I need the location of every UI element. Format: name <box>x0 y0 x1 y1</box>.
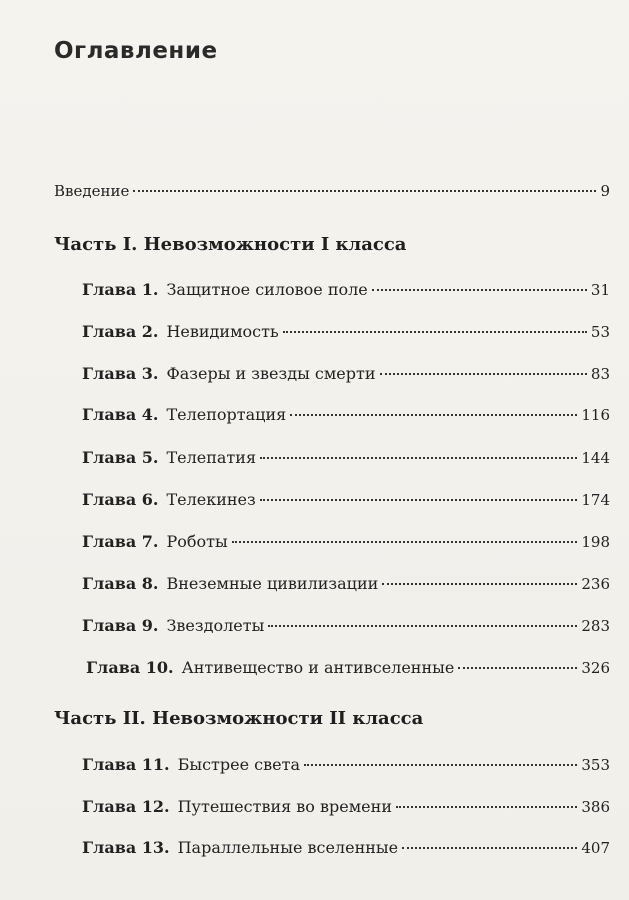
chapter-title: Звездолеты <box>166 616 265 635</box>
chapter-number: Глава 13. <box>82 838 170 857</box>
dot-leader <box>268 625 577 627</box>
toc-entry-chapter[interactable] <box>82 490 610 509</box>
dot-leader <box>304 764 577 766</box>
chapter-page: 31 <box>590 281 610 299</box>
chapter-number: Глава 8. <box>82 574 159 593</box>
toc-entry-page: 9 <box>600 182 610 200</box>
chapter-page: 283 <box>581 617 610 635</box>
dot-leader <box>133 190 596 192</box>
chapter-number: Глава 3. <box>82 364 159 383</box>
chapter-number: Глава 10. <box>86 658 174 677</box>
chapter-page: 236 <box>581 575 610 593</box>
toc-entry-chapter[interactable] <box>82 838 610 857</box>
dot-leader <box>380 373 587 375</box>
dot-leader <box>283 331 587 333</box>
chapter-page: 198 <box>581 533 610 551</box>
chapter-page: 407 <box>581 839 610 857</box>
chapter-title: Фазеры и звезды смерти <box>166 364 376 383</box>
dot-leader <box>396 806 577 808</box>
page-title: Оглавление <box>54 38 218 64</box>
dot-leader <box>372 289 587 291</box>
chapter-title: Телепортация <box>166 405 287 424</box>
toc-entry-chapter[interactable] <box>82 280 610 299</box>
dot-leader <box>260 499 578 501</box>
chapter-page: 83 <box>590 365 610 383</box>
part-heading: Часть II. Невозможности II класса <box>54 708 424 729</box>
toc-entry-chapter[interactable] <box>82 574 610 593</box>
dot-leader <box>382 583 577 585</box>
chapter-page: 116 <box>581 406 610 424</box>
chapter-title: Внеземные цивилизации <box>166 574 379 593</box>
chapter-title: Путешествия во времени <box>177 797 392 816</box>
dot-leader <box>458 667 577 669</box>
toc-entry-label: Введение <box>54 182 130 200</box>
toc-entry-chapter[interactable] <box>82 364 610 383</box>
chapter-number: Глава 11. <box>82 755 170 774</box>
chapter-title: Защитное силовое поле <box>166 280 368 299</box>
toc-entry-introduction[interactable] <box>54 182 610 200</box>
chapter-title: Невидимость <box>166 322 279 341</box>
chapter-title: Антивещество и антивселенные <box>181 658 455 677</box>
dot-leader <box>260 457 577 459</box>
dot-leader <box>290 414 577 416</box>
chapter-title: Роботы <box>166 532 228 551</box>
chapter-page: 174 <box>581 491 610 509</box>
chapter-number: Глава 4. <box>82 405 159 424</box>
part-heading: Часть I. Невозможности I класса <box>54 234 407 255</box>
chapter-title: Телепатия <box>166 448 257 467</box>
chapter-number: Глава 5. <box>82 448 159 467</box>
chapter-title: Быстрее света <box>177 755 300 774</box>
toc-entry-chapter[interactable] <box>82 405 610 424</box>
toc-entry-chapter[interactable] <box>86 658 610 677</box>
chapter-number: Глава 9. <box>82 616 159 635</box>
toc-entry-chapter[interactable] <box>82 322 610 341</box>
dot-leader <box>232 541 578 543</box>
chapter-number: Глава 6. <box>82 490 159 509</box>
chapter-number: Глава 1. <box>82 280 159 299</box>
chapter-number: Глава 12. <box>82 797 170 816</box>
chapter-page: 353 <box>581 756 610 774</box>
chapter-page: 144 <box>581 449 610 467</box>
toc-entry-chapter[interactable] <box>82 616 610 635</box>
toc-entry-chapter[interactable] <box>82 755 610 774</box>
toc-entry-chapter[interactable] <box>82 797 610 816</box>
chapter-page: 326 <box>581 659 610 677</box>
toc-entry-chapter[interactable] <box>82 448 610 467</box>
chapter-title: Телекинез <box>166 490 256 509</box>
chapter-number: Глава 7. <box>82 532 159 551</box>
chapter-title: Параллельные вселенные <box>177 838 399 857</box>
chapter-number: Глава 2. <box>82 322 159 341</box>
toc-entry-chapter[interactable] <box>82 532 610 551</box>
chapter-page: 53 <box>590 323 610 341</box>
dot-leader <box>402 847 577 849</box>
chapter-page: 386 <box>581 798 610 816</box>
